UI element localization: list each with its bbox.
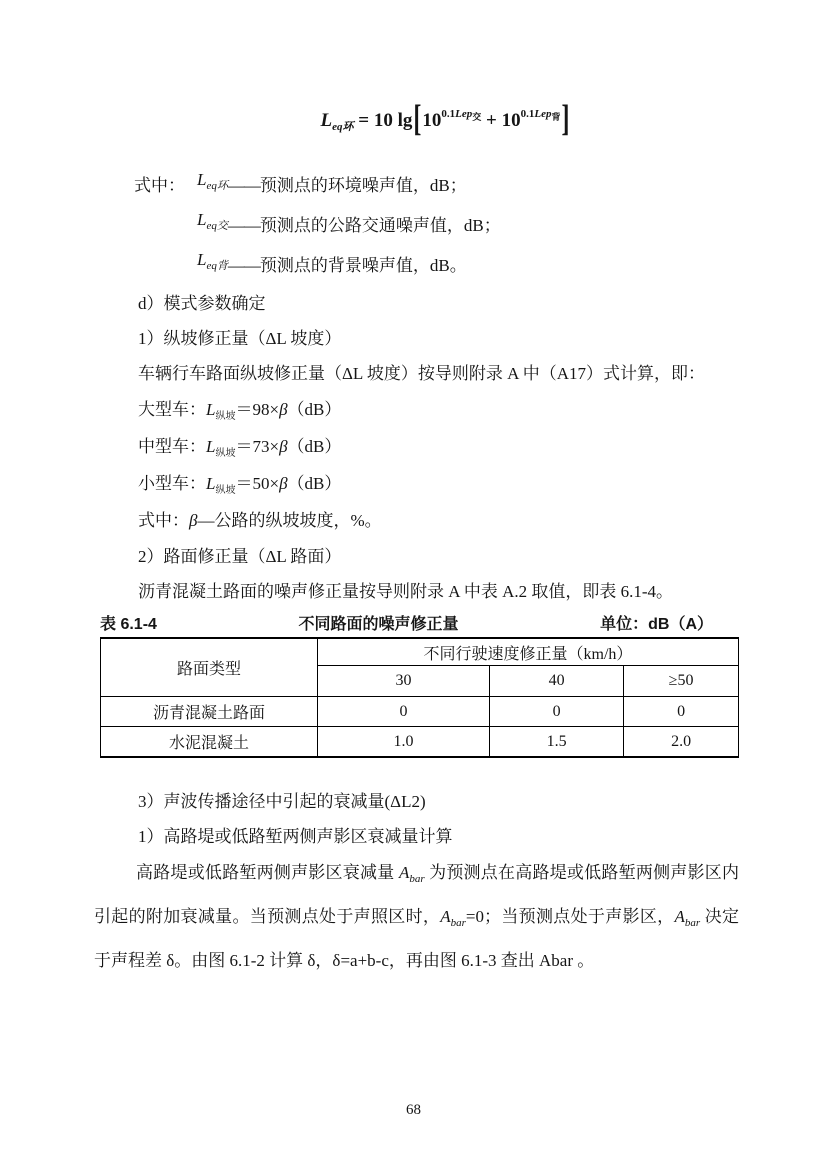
table-unit: 单位：dB（A） [600,616,713,633]
definition-text: 预测点的公路交通噪声值，dB； [259,216,501,235]
symbol-l-subscript: 纵坡 [215,448,236,459]
header-speed-span: 不同行驶速度修正量（km/h） [317,638,738,666]
table-title: 不同路面的噪声修正量 [298,616,459,633]
table-header-row-1 [101,638,739,666]
para-text: 高路堤或低路堑两侧声影区衰减量 [136,863,399,882]
document-content [0,99,827,979]
symbol-l-subscript: 纵坡 [215,485,236,496]
symbol-abar: A [674,907,685,926]
symbol-abar: A [398,863,410,882]
formula-mid: ＝98× [235,400,280,419]
eq-term2-exponent: 0.1Lep背 [520,108,561,122]
eq-lhs-symbol: L [320,110,333,131]
eq-lhs-subscript: eq环 [332,121,354,133]
definition-text: 预测点的背景噪声值，dB。 [259,256,467,275]
eq-term1-base: 10 [422,110,442,131]
where-label: 式中： [134,176,185,195]
formula-small-vehicle [94,465,739,502]
eq-open-bracket: [ [413,99,422,140]
formula-large-vehicle [94,391,739,428]
para-text: =0；当预测点处于声影区， [465,907,675,926]
vehicle-label: 小型车： [138,474,206,493]
table-number: 表 6.1-4 [100,616,157,633]
where-line-env [94,166,739,206]
formula-mid: ＝50× [235,474,280,493]
para-shadow-zone-attenuation [94,854,739,979]
para-text: 决定于声程差 δ。由图 6.1-2 计算 δ，δ=a+b-c，再由图 6.1-3 查出 Abar 。 [94,907,739,970]
heading-1-slope-correction: 1）纵坡修正量（ΔL 坡度） [138,329,342,348]
symbol-beta: β [189,511,198,530]
symbol-l: L [206,400,216,419]
eq-term1-exponent: 0.1Lep交 [441,108,482,122]
symbol-beta: β [279,474,288,493]
symbol-l: L [206,437,216,456]
vehicle-label: 大型车： [138,400,206,419]
page-number: 68 [406,1102,421,1118]
para-slope-formula-intro: 车辆行车路面纵坡修正量（ΔL 坡度）按导则附录 A 中（A17）式计算，即： [138,364,706,383]
where-line-traffic [94,206,739,246]
table-row-asphalt [101,697,739,727]
symbol-abar: A [440,907,451,926]
symbol-abar-subscript: bar [450,917,466,929]
definition-text: 预测点的环境噪声值，dB； [259,176,467,195]
formula-unit: （dB） [287,437,342,456]
cell-v30: 0 [317,697,489,727]
symbol-l-subscript: 纵坡 [215,411,236,422]
where-line-background [94,246,739,286]
header-speed-30: 30 [317,666,489,697]
para-text: 为预测点在高路堤或低路堑两侧声影区内引起的附加衰减量。当预测点处于声照区时， [94,863,740,926]
header-speed-50plus: ≥50 [624,666,739,697]
eq-plus: + [481,110,502,131]
symbol-leq-env: $L_{eq环}$ [197,170,228,192]
formula-unit: （dB） [287,474,342,493]
symbol-beta: β [279,400,288,419]
symbol-l: L [206,474,216,493]
heading-d-parameters: d）模式参数确定 [138,294,266,313]
equation-environment-noise [94,99,739,150]
cell-type: 水泥混凝土 [101,727,318,758]
cell-v40: 1.5 [490,727,624,758]
vehicle-label: 中型车： [138,437,206,456]
cell-v30: 1.0 [317,727,489,758]
heading-3-attenuation: 3）声波传播途径中引起的衰减量(ΔL2) [138,792,426,811]
spacer [94,758,739,784]
definition-text: —公路的纵坡坡度，%。 [197,511,382,530]
eq-term2-base: 10 [501,110,521,131]
cell-v50: 2.0 [624,727,739,758]
header-speed-40: 40 [490,666,624,697]
para-pavement-intro: 沥青混凝土路面的噪声修正量按导则附录 A 中表 A.2 取值，即表 6.1-4。 [138,582,674,601]
formula-medium-vehicle [94,428,739,465]
header-pavement-type: 路面类型 [101,638,318,697]
cell-type: 沥青混凝土路面 [101,697,318,727]
where-label: 式中： [138,511,189,530]
eq-close-bracket: ] [561,99,570,140]
where-definitions [94,166,739,286]
symbol-leq-background: $L_{eq背}$ [197,250,228,272]
noise-correction-table [100,637,739,758]
symbol-abar-subscript: bar [409,873,425,885]
cell-v40: 0 [490,697,624,727]
table-row-cement [101,727,739,758]
symbol-leq-traffic: $L_{eq交}$ [197,210,228,232]
cell-v50: 0 [624,697,739,727]
formula-unit: （dB） [287,400,342,419]
dash: —— [227,216,260,235]
symbol-beta: β [279,437,288,456]
formula-mid: ＝73× [235,437,280,456]
table-caption [94,613,739,637]
heading-2-pavement-correction: 2）路面修正量（ΔL 路面） [138,547,342,566]
heading-3-1-shadow-zone: 1）高路堤或低路堑两侧声影区衰减量计算 [138,827,453,846]
eq-relation: = 10 lg [353,110,413,131]
symbol-abar-subscript: bar [684,917,701,929]
dash: —— [227,176,260,195]
where-beta-definition [94,502,739,539]
dash: —— [227,256,260,275]
